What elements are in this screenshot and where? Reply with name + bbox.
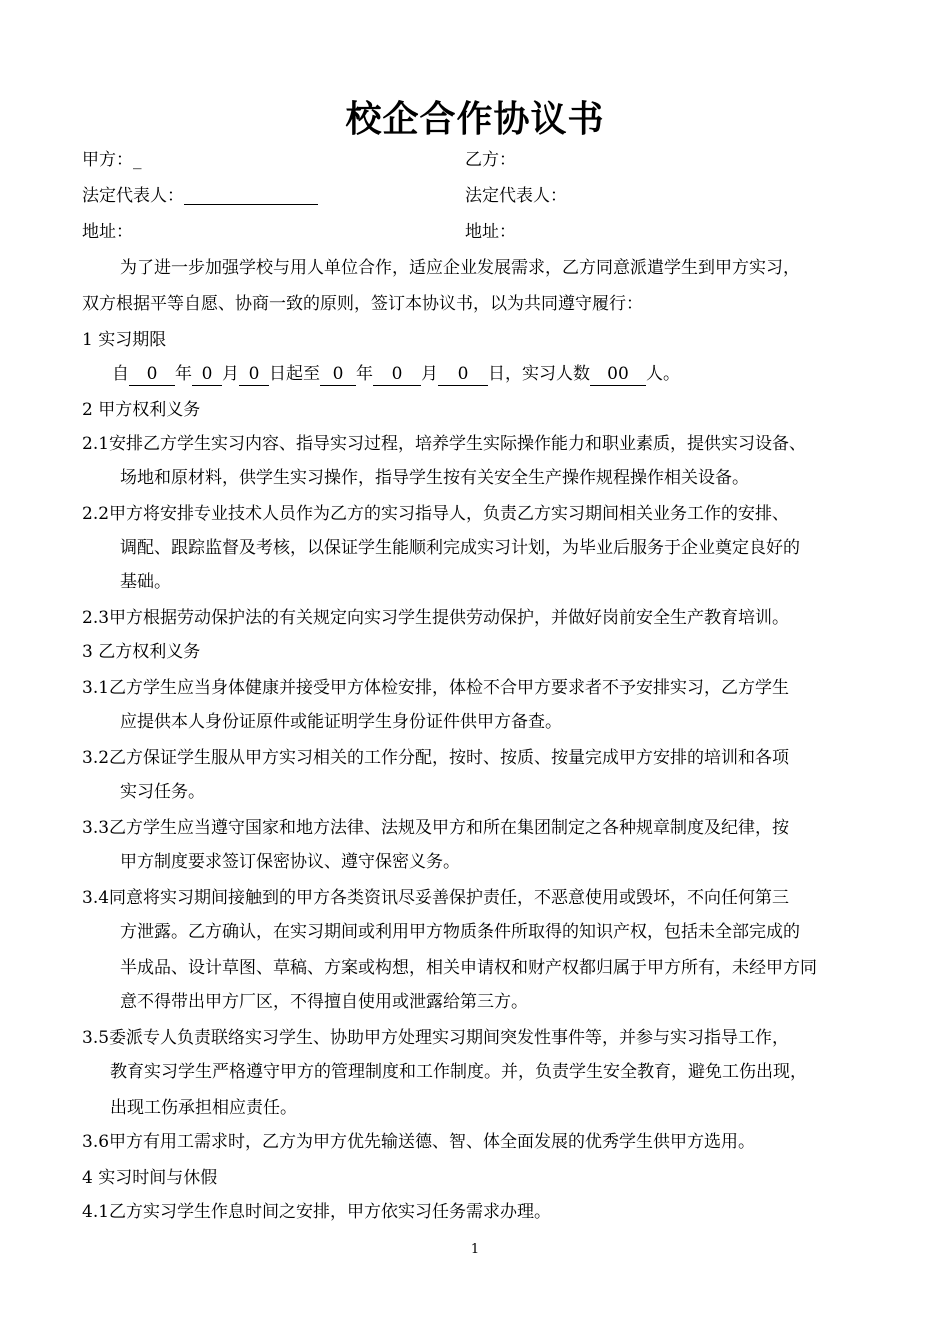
period-month-2: 月 (421, 364, 438, 384)
period-year-1: 年 (175, 364, 192, 384)
clause-2-2-line-3: 基础。 (120, 572, 171, 592)
document-title: 校企合作协议书 (345, 99, 605, 140)
day-start-field: 0 (239, 363, 269, 386)
section-1-title: 1 实习期限 (82, 330, 167, 350)
clause-2-2-line-1: 2.2甲方将安排专业技术人员作为乙方的实习指导人，负责乙方实习期间相关业务工作的安排、 (82, 504, 790, 524)
intern-count-field: 00 (590, 363, 646, 386)
clause-3-5-line-3: 出现工伤承担相应责任。 (110, 1098, 297, 1118)
rep-b-label: 法定代表人： (465, 186, 567, 206)
month-start-field: 0 (192, 363, 222, 386)
year-end-field: 0 (320, 363, 356, 386)
clause-4-1-line-1: 4.1乙方实习学生作息时间之安排，甲方依实习任务需求办理。 (82, 1202, 552, 1222)
period-from: 自 (112, 364, 129, 384)
section-4-title: 4 实习时间与休假 (82, 1168, 218, 1188)
clause-3-6-line-1: 3.6甲方有用工需求时，乙方为甲方优先输送德、智、体全面发展的优秀学生供甲方选用。 (82, 1132, 756, 1152)
intro-line-1: 为了进一步加强学校与用人单位合作，适应企业发展需求，乙方同意派遣学生到甲方实习， (120, 258, 800, 278)
period-day-end: 日，实习人数 (488, 364, 590, 384)
period-row (112, 356, 680, 392)
clause-3-4-line-4: 意不得带出甲方厂区，不得擅自使用或泄露给第三方。 (120, 992, 528, 1012)
section-3-title: 3 乙方权利义务 (82, 642, 201, 662)
clause-2-1-line-1: 2.1安排乙方学生实习内容、指导实习过程，培养学生实际操作能力和职业素质，提供实习设备、 (82, 434, 807, 454)
year-start-field: 0 (129, 363, 175, 386)
clause-3-4-line-1: 3.4同意将实习期间接触到的甲方各类资讯尽妥善保护责任，不恶意使用或毁坏，不向任何第三 (82, 888, 790, 908)
clause-2-3-line-1: 2.3甲方根据劳动保护法的有关规定向实习学生提供劳动保护，并做好岗前安全生产教育培训。 (82, 608, 790, 628)
clause-3-1-line-1: 3.1乙方学生应当身体健康并接受甲方体检安排，体检不合甲方要求者不予安排实习，乙方学生 (82, 678, 790, 698)
addr-a-label: 地址： (82, 222, 133, 242)
rep-a-label: 法定代表人： (82, 186, 184, 206)
intro-line-2: 双方根据平等自愿、协商一致的原则，签订本协议书，以为共同遵守履行： (82, 294, 643, 314)
addr-b-label: 地址： (465, 222, 516, 242)
clause-3-3-line-1: 3.3乙方学生应当遵守国家和地方法律、法规及甲方和所在集团制定之各种规章制度及纪律，按 (82, 818, 790, 838)
clause-2-1-line-2: 场地和原材料，供学生实习操作，指导学生按有关安全生产操作规程操作相关设备。 (120, 468, 749, 488)
day-end-field: 0 (438, 363, 488, 386)
clause-2-2-line-2: 调配、跟踪监督及考核，以保证学生能顺利完成实习计划，为毕业后服务于企业奠定良好的 (120, 538, 800, 558)
clause-3-1-line-2: 应提供本人身份证原件或能证明学生身份证件供甲方备查。 (120, 712, 562, 732)
month-end-field: 0 (373, 363, 421, 386)
party-a-label: 甲方：_ (82, 150, 142, 170)
clause-3-3-line-2: 甲方制度要求签订保密协议、遵守保密义务。 (120, 852, 460, 872)
clause-3-2-line-1: 3.2乙方保证学生服从甲方实习相关的工作分配，按时、按质、按量完成甲方安排的培训和各项 (82, 748, 790, 768)
period-day-to: 日起至 (269, 364, 320, 384)
clause-3-4-line-2: 方泄露。乙方确认，在实习期间或利用甲方物质条件所取得的知识产权，包括未全部完成的 (120, 922, 800, 942)
period-year-2: 年 (356, 364, 373, 384)
clause-3-5-line-1: 3.5委派专人负责联络实习学生、协助甲方处理实习期间突发性事件等，并参与实习指导工作， (82, 1028, 790, 1048)
section-2-title: 2 甲方权利义务 (82, 400, 201, 420)
page-number: 1 (470, 1242, 480, 1257)
clause-3-4-line-3: 半成品、设计草图、草稿、方案或构想，相关申请权和财产权都归属于甲方所有，未经甲方同 (120, 958, 817, 978)
party-b-label: 乙方： (465, 150, 516, 170)
clause-3-2-line-2: 实习任务。 (120, 782, 205, 802)
rep-a-blank (184, 182, 318, 205)
clause-3-5-line-2: 教育实习学生严格遵守甲方的管理制度和工作制度。并，负责学生安全教育，避免工伤出现， (110, 1062, 807, 1082)
rep-a-row (82, 178, 318, 214)
period-month-1: 月 (222, 364, 239, 384)
period-person: 人。 (646, 364, 680, 384)
